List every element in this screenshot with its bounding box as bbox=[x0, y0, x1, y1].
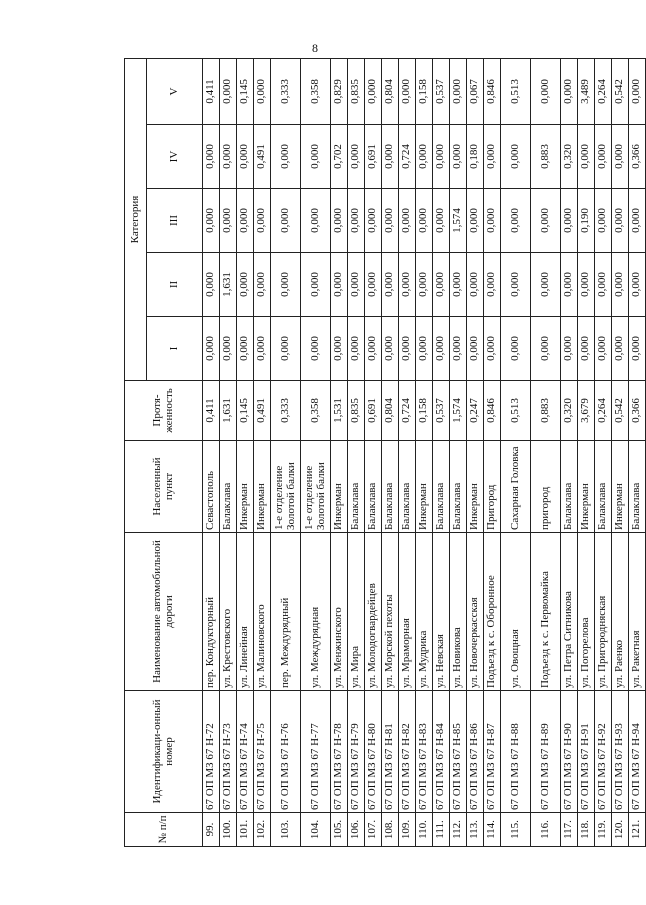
row-number-cell: 104. bbox=[301, 813, 331, 847]
length-cell: 1,631 bbox=[220, 381, 237, 441]
category-ii-cell: 0,000 bbox=[612, 253, 629, 317]
road-id-cell: 67 ОП МЗ 67 Н-93 bbox=[612, 691, 629, 813]
category-i-cell: 0,000 bbox=[382, 317, 399, 381]
road-name-cell: ул. Междурядная bbox=[301, 533, 331, 691]
settlement-cell: 1-е отделение Золотой балки bbox=[301, 441, 331, 533]
road-id-cell: 67 ОП МЗ 67 Н-86 bbox=[467, 691, 484, 813]
settlement-cell: Балаклава bbox=[348, 441, 365, 533]
road-name-cell: ул. Погорелова bbox=[578, 533, 595, 691]
row-number-cell: 112. bbox=[450, 813, 467, 847]
table-row bbox=[629, 58, 646, 846]
category-iii-cell: 0,000 bbox=[433, 189, 450, 253]
category-ii-cell: 0,000 bbox=[203, 253, 220, 317]
table-row bbox=[595, 58, 612, 846]
category-iv-cell: 0,491 bbox=[254, 125, 271, 189]
category-i-cell: 0,000 bbox=[331, 317, 348, 381]
row-number-cell: 119. bbox=[595, 813, 612, 847]
category-iv-cell: 0,883 bbox=[531, 125, 561, 189]
road-name-cell: ул. Петра Ситникова bbox=[561, 533, 578, 691]
category-ii-cell: 1,631 bbox=[220, 253, 237, 317]
category-i-cell: 0,000 bbox=[365, 317, 382, 381]
table-row bbox=[348, 58, 365, 846]
road-name-cell: ул. Мудрика bbox=[416, 533, 433, 691]
length-cell: 1,574 bbox=[450, 381, 467, 441]
length-cell: 0,366 bbox=[629, 381, 646, 441]
road-name-cell: Подъезд к с. Первомайка bbox=[531, 533, 561, 691]
category-v-cell: 0,333 bbox=[271, 58, 301, 124]
row-number-cell: 99. bbox=[203, 813, 220, 847]
table-row bbox=[271, 58, 301, 846]
road-id-cell: 67 ОП МЗ 67 Н-78 bbox=[331, 691, 348, 813]
category-i-cell: 0,000 bbox=[416, 317, 433, 381]
category-i-cell: 0,000 bbox=[237, 317, 254, 381]
length-cell: 0,358 bbox=[301, 381, 331, 441]
table-row bbox=[416, 58, 433, 846]
category-v-cell: 0,158 bbox=[416, 58, 433, 124]
category-iv-cell: 0,000 bbox=[612, 125, 629, 189]
category-v-cell: 0,411 bbox=[203, 58, 220, 124]
category-iv-cell: 0,000 bbox=[433, 125, 450, 189]
settlement-cell: Инкерман bbox=[612, 441, 629, 533]
category-i-cell: 0,000 bbox=[531, 317, 561, 381]
category-i-cell: 0,000 bbox=[484, 317, 501, 381]
category-i-cell: 0,000 bbox=[561, 317, 578, 381]
page-number: 8 bbox=[312, 41, 318, 55]
table-row bbox=[237, 58, 254, 846]
length-cell: 0,846 bbox=[484, 381, 501, 441]
settlement-cell: Балаклава bbox=[365, 441, 382, 533]
road-id-cell: 67 ОП МЗ 67 Н-88 bbox=[501, 691, 531, 813]
category-iv-cell: 0,320 bbox=[561, 125, 578, 189]
road-id-cell: 67 ОП МЗ 67 Н-75 bbox=[254, 691, 271, 813]
length-cell: 0,691 bbox=[365, 381, 382, 441]
road-name-cell: Подъезд к с. Оборонное bbox=[484, 533, 501, 691]
category-v-cell: 0,513 bbox=[501, 58, 531, 124]
road-name-cell: ул. Мира bbox=[348, 533, 365, 691]
header-cat-ii: II bbox=[147, 253, 203, 317]
road-id-cell: 67 ОП МЗ 67 Н-73 bbox=[220, 691, 237, 813]
road-name-cell: ул. Овощная bbox=[501, 533, 531, 691]
row-number-cell: 101. bbox=[237, 813, 254, 847]
category-iii-cell: 0,000 bbox=[531, 189, 561, 253]
row-number-cell: 114. bbox=[484, 813, 501, 847]
category-iv-cell: 0,000 bbox=[578, 125, 595, 189]
category-ii-cell: 0,000 bbox=[595, 253, 612, 317]
category-iii-cell: 0,000 bbox=[237, 189, 254, 253]
table-row bbox=[203, 58, 220, 846]
header-road-name: Наименование автомобильной дороги bbox=[125, 533, 203, 691]
table-row bbox=[578, 58, 595, 846]
category-iv-cell: 0,000 bbox=[484, 125, 501, 189]
category-iii-cell: 0,000 bbox=[629, 189, 646, 253]
category-iii-cell: 0,000 bbox=[561, 189, 578, 253]
row-number-cell: 115. bbox=[501, 813, 531, 847]
length-cell: 0,513 bbox=[501, 381, 531, 441]
table-row bbox=[220, 58, 237, 846]
road-id-cell: 67 ОП МЗ 67 Н-84 bbox=[433, 691, 450, 813]
category-v-cell: 0,000 bbox=[399, 58, 416, 124]
category-iii-cell: 0,000 bbox=[348, 189, 365, 253]
road-id-cell: 67 ОП МЗ 67 Н-82 bbox=[399, 691, 416, 813]
road-id-cell: 67 ОП МЗ 67 Н-79 bbox=[348, 691, 365, 813]
settlement-cell: Балаклава bbox=[561, 441, 578, 533]
category-v-cell: 0,000 bbox=[561, 58, 578, 124]
road-id-cell: 67 ОП МЗ 67 Н-83 bbox=[416, 691, 433, 813]
category-ii-cell: 0,000 bbox=[501, 253, 531, 317]
category-ii-cell: 0,000 bbox=[237, 253, 254, 317]
header-id: Идентификаци-онный номер bbox=[125, 691, 203, 813]
header-cat-v: V bbox=[147, 58, 203, 124]
road-id-cell: 67 ОП МЗ 67 Н-72 bbox=[203, 691, 220, 813]
category-ii-cell: 0,000 bbox=[271, 253, 301, 317]
category-i-cell: 0,000 bbox=[501, 317, 531, 381]
table-row bbox=[301, 58, 331, 846]
settlement-cell: Балаклава bbox=[450, 441, 467, 533]
category-i-cell: 0,000 bbox=[629, 317, 646, 381]
length-cell: 0,158 bbox=[416, 381, 433, 441]
table-row bbox=[561, 58, 578, 846]
road-id-cell: 67 ОП МЗ 67 Н-77 bbox=[301, 691, 331, 813]
header-cat-i: I bbox=[147, 317, 203, 381]
category-iii-cell: 1,574 bbox=[450, 189, 467, 253]
category-iv-cell: 0,691 bbox=[365, 125, 382, 189]
category-i-cell: 0,000 bbox=[612, 317, 629, 381]
category-iii-cell: 0,000 bbox=[595, 189, 612, 253]
category-ii-cell: 0,000 bbox=[433, 253, 450, 317]
category-ii-cell: 0,000 bbox=[450, 253, 467, 317]
category-iii-cell: 0,000 bbox=[220, 189, 237, 253]
category-ii-cell: 0,000 bbox=[382, 253, 399, 317]
road-id-cell: 67 ОП МЗ 67 Н-90 bbox=[561, 691, 578, 813]
header-length: Протя-женность bbox=[125, 381, 203, 441]
category-iii-cell: 0,000 bbox=[254, 189, 271, 253]
header-cat-iv: IV bbox=[147, 125, 203, 189]
table-row bbox=[254, 58, 271, 846]
settlement-cell: 1-е отделение Золотой балки bbox=[271, 441, 301, 533]
category-v-cell: 0,000 bbox=[531, 58, 561, 124]
category-ii-cell: 0,000 bbox=[561, 253, 578, 317]
row-number-cell: 116. bbox=[531, 813, 561, 847]
table-row bbox=[382, 58, 399, 846]
category-iii-cell: 0,000 bbox=[382, 189, 399, 253]
table-row bbox=[612, 58, 629, 846]
settlement-cell: Балаклава bbox=[382, 441, 399, 533]
category-ii-cell: 0,000 bbox=[629, 253, 646, 317]
settlement-cell: Севастополь bbox=[203, 441, 220, 533]
category-ii-cell: 0,000 bbox=[467, 253, 484, 317]
header-category: Категория bbox=[125, 58, 147, 380]
header-num: № п/п bbox=[125, 813, 203, 847]
table-row bbox=[501, 58, 531, 846]
length-cell: 0,264 bbox=[595, 381, 612, 441]
category-iii-cell: 0,000 bbox=[365, 189, 382, 253]
length-cell: 0,542 bbox=[612, 381, 629, 441]
row-number-cell: 106. bbox=[348, 813, 365, 847]
road-id-cell: 67 ОП МЗ 67 Н-89 bbox=[531, 691, 561, 813]
category-iii-cell: 0,000 bbox=[416, 189, 433, 253]
row-number-cell: 103. bbox=[271, 813, 301, 847]
row-number-cell: 110. bbox=[416, 813, 433, 847]
category-iv-cell: 0,000 bbox=[348, 125, 365, 189]
category-iv-cell: 0,000 bbox=[595, 125, 612, 189]
category-i-cell: 0,000 bbox=[450, 317, 467, 381]
category-i-cell: 0,000 bbox=[254, 317, 271, 381]
length-cell: 0,537 bbox=[433, 381, 450, 441]
table-body bbox=[203, 58, 646, 846]
settlement-cell: Пригород bbox=[484, 441, 501, 533]
category-i-cell: 0,000 bbox=[220, 317, 237, 381]
table-row bbox=[467, 58, 484, 846]
length-cell: 0,333 bbox=[271, 381, 301, 441]
category-ii-cell: 0,000 bbox=[331, 253, 348, 317]
category-ii-cell: 0,000 bbox=[484, 253, 501, 317]
row-number-cell: 102. bbox=[254, 813, 271, 847]
category-ii-cell: 0,000 bbox=[416, 253, 433, 317]
table-row bbox=[365, 58, 382, 846]
row-number-cell: 107. bbox=[365, 813, 382, 847]
category-v-cell: 0,542 bbox=[612, 58, 629, 124]
header-cat-iii: III bbox=[147, 189, 203, 253]
road-id-cell: 67 ОП МЗ 67 Н-81 bbox=[382, 691, 399, 813]
category-iii-cell: 0,000 bbox=[301, 189, 331, 253]
table-row bbox=[331, 58, 348, 846]
category-ii-cell: 0,000 bbox=[399, 253, 416, 317]
category-iv-cell: 0,000 bbox=[220, 125, 237, 189]
category-i-cell: 0,000 bbox=[301, 317, 331, 381]
length-cell: 0,724 bbox=[399, 381, 416, 441]
length-cell: 1,531 bbox=[331, 381, 348, 441]
category-iii-cell: 0,000 bbox=[331, 189, 348, 253]
category-v-cell: 0,000 bbox=[220, 58, 237, 124]
category-v-cell: 0,145 bbox=[237, 58, 254, 124]
category-iii-cell: 0,000 bbox=[467, 189, 484, 253]
category-iii-cell: 0,000 bbox=[484, 189, 501, 253]
length-cell: 0,411 bbox=[203, 381, 220, 441]
settlement-cell: Инкерман bbox=[331, 441, 348, 533]
settlement-cell: Балаклава bbox=[399, 441, 416, 533]
category-v-cell: 0,264 bbox=[595, 58, 612, 124]
settlement-cell: Инкерман bbox=[254, 441, 271, 533]
road-name-cell: ул. Невская bbox=[433, 533, 450, 691]
category-iv-cell: 0,000 bbox=[450, 125, 467, 189]
category-i-cell: 0,000 bbox=[271, 317, 301, 381]
road-name-cell: пер. Кондукторный bbox=[203, 533, 220, 691]
category-v-cell: 0,000 bbox=[365, 58, 382, 124]
category-i-cell: 0,000 bbox=[399, 317, 416, 381]
category-v-cell: 3,489 bbox=[578, 58, 595, 124]
length-cell: 0,883 bbox=[531, 381, 561, 441]
settlement-cell: Инкерман bbox=[578, 441, 595, 533]
category-i-cell: 0,000 bbox=[433, 317, 450, 381]
category-iii-cell: 0,000 bbox=[271, 189, 301, 253]
road-id-cell: 67 ОП МЗ 67 Н-85 bbox=[450, 691, 467, 813]
category-iv-cell: 0,000 bbox=[237, 125, 254, 189]
row-number-cell: 108. bbox=[382, 813, 399, 847]
row-number-cell: 111. bbox=[433, 813, 450, 847]
category-iv-cell: 0,000 bbox=[382, 125, 399, 189]
category-v-cell: 0,000 bbox=[450, 58, 467, 124]
category-v-cell: 0,804 bbox=[382, 58, 399, 124]
settlement-cell: пригород bbox=[531, 441, 561, 533]
road-id-cell: 67 ОП МЗ 67 Н-87 bbox=[484, 691, 501, 813]
category-iv-cell: 0,000 bbox=[416, 125, 433, 189]
category-ii-cell: 0,000 bbox=[301, 253, 331, 317]
road-name-cell: ул. Новикова bbox=[450, 533, 467, 691]
category-iii-cell: 0,190 bbox=[578, 189, 595, 253]
road-name-cell: ул. Морской пехоты bbox=[382, 533, 399, 691]
road-name-cell: ул. Пригородняская bbox=[595, 533, 612, 691]
category-i-cell: 0,000 bbox=[203, 317, 220, 381]
table-row bbox=[484, 58, 501, 846]
road-name-cell: ул. Раенко bbox=[612, 533, 629, 691]
settlement-cell: Инкерман bbox=[237, 441, 254, 533]
header-settlement: Населенный пункт bbox=[125, 441, 203, 533]
row-number-cell: 105. bbox=[331, 813, 348, 847]
category-iii-cell: 0,000 bbox=[612, 189, 629, 253]
road-id-cell: 67 ОП МЗ 67 Н-91 bbox=[578, 691, 595, 813]
table-row bbox=[399, 58, 416, 846]
category-iv-cell: 0,724 bbox=[399, 125, 416, 189]
category-ii-cell: 0,000 bbox=[365, 253, 382, 317]
row-number-cell: 118. bbox=[578, 813, 595, 847]
category-ii-cell: 0,000 bbox=[578, 253, 595, 317]
category-iii-cell: 0,000 bbox=[501, 189, 531, 253]
category-i-cell: 0,000 bbox=[578, 317, 595, 381]
category-iv-cell: 0,000 bbox=[501, 125, 531, 189]
category-ii-cell: 0,000 bbox=[531, 253, 561, 317]
category-ii-cell: 0,000 bbox=[254, 253, 271, 317]
table-row bbox=[450, 58, 467, 846]
length-cell: 0,145 bbox=[237, 381, 254, 441]
road-name-cell: ул. Молодогвардейцев bbox=[365, 533, 382, 691]
road-name-cell: ул. Малиновского bbox=[254, 533, 271, 691]
length-cell: 0,835 bbox=[348, 381, 365, 441]
length-cell: 0,247 bbox=[467, 381, 484, 441]
length-cell: 0,804 bbox=[382, 381, 399, 441]
category-v-cell: 0,846 bbox=[484, 58, 501, 124]
road-id-cell: 67 ОП МЗ 67 Н-92 bbox=[595, 691, 612, 813]
category-iv-cell: 0,180 bbox=[467, 125, 484, 189]
road-name-cell: ул. Мраморная bbox=[399, 533, 416, 691]
settlement-cell: Инкерман bbox=[416, 441, 433, 533]
rotated-table-container bbox=[124, 59, 643, 847]
length-cell: 0,491 bbox=[254, 381, 271, 441]
road-id-cell: 67 ОП МЗ 67 Н-94 bbox=[629, 691, 646, 813]
category-v-cell: 0,829 bbox=[331, 58, 348, 124]
road-name-cell: ул. Новочеркасская bbox=[467, 533, 484, 691]
table-row bbox=[433, 58, 450, 846]
roads-table bbox=[124, 58, 646, 847]
category-i-cell: 0,000 bbox=[348, 317, 365, 381]
row-number-cell: 121. bbox=[629, 813, 646, 847]
road-name-cell: пер. Междурядный bbox=[271, 533, 301, 691]
length-cell: 3,679 bbox=[578, 381, 595, 441]
category-ii-cell: 0,000 bbox=[348, 253, 365, 317]
road-name-cell: ул. Крестовского bbox=[220, 533, 237, 691]
settlement-cell: Балаклава bbox=[220, 441, 237, 533]
length-cell: 0,320 bbox=[561, 381, 578, 441]
category-iii-cell: 0,000 bbox=[203, 189, 220, 253]
row-number-cell: 100. bbox=[220, 813, 237, 847]
category-iv-cell: 0,702 bbox=[331, 125, 348, 189]
category-v-cell: 0,000 bbox=[629, 58, 646, 124]
category-i-cell: 0,000 bbox=[467, 317, 484, 381]
category-iv-cell: 0,000 bbox=[203, 125, 220, 189]
road-id-cell: 67 ОП МЗ 67 Н-80 bbox=[365, 691, 382, 813]
settlement-cell: Сахарная Головка bbox=[501, 441, 531, 533]
category-i-cell: 0,000 bbox=[595, 317, 612, 381]
category-v-cell: 0,835 bbox=[348, 58, 365, 124]
settlement-cell: Балаклава bbox=[433, 441, 450, 533]
category-v-cell: 0,358 bbox=[301, 58, 331, 124]
road-id-cell: 67 ОП МЗ 67 Н-76 bbox=[271, 691, 301, 813]
category-v-cell: 0,067 bbox=[467, 58, 484, 124]
settlement-cell: Инкерман bbox=[467, 441, 484, 533]
road-name-cell: ул. Менжинского bbox=[331, 533, 348, 691]
category-iv-cell: 0,000 bbox=[271, 125, 301, 189]
row-number-cell: 109. bbox=[399, 813, 416, 847]
category-iii-cell: 0,000 bbox=[399, 189, 416, 253]
settlement-cell: Балаклава bbox=[595, 441, 612, 533]
road-name-cell: ул. Ракетная bbox=[629, 533, 646, 691]
road-id-cell: 67 ОП МЗ 67 Н-74 bbox=[237, 691, 254, 813]
category-v-cell: 0,000 bbox=[254, 58, 271, 124]
table-row bbox=[531, 58, 561, 846]
settlement-cell: Балаклава bbox=[629, 441, 646, 533]
row-number-cell: 113. bbox=[467, 813, 484, 847]
category-v-cell: 0,537 bbox=[433, 58, 450, 124]
row-number-cell: 117. bbox=[561, 813, 578, 847]
category-iv-cell: 0,366 bbox=[629, 125, 646, 189]
row-number-cell: 120. bbox=[612, 813, 629, 847]
category-iv-cell: 0,000 bbox=[301, 125, 331, 189]
road-name-cell: ул. Линейная bbox=[237, 533, 254, 691]
